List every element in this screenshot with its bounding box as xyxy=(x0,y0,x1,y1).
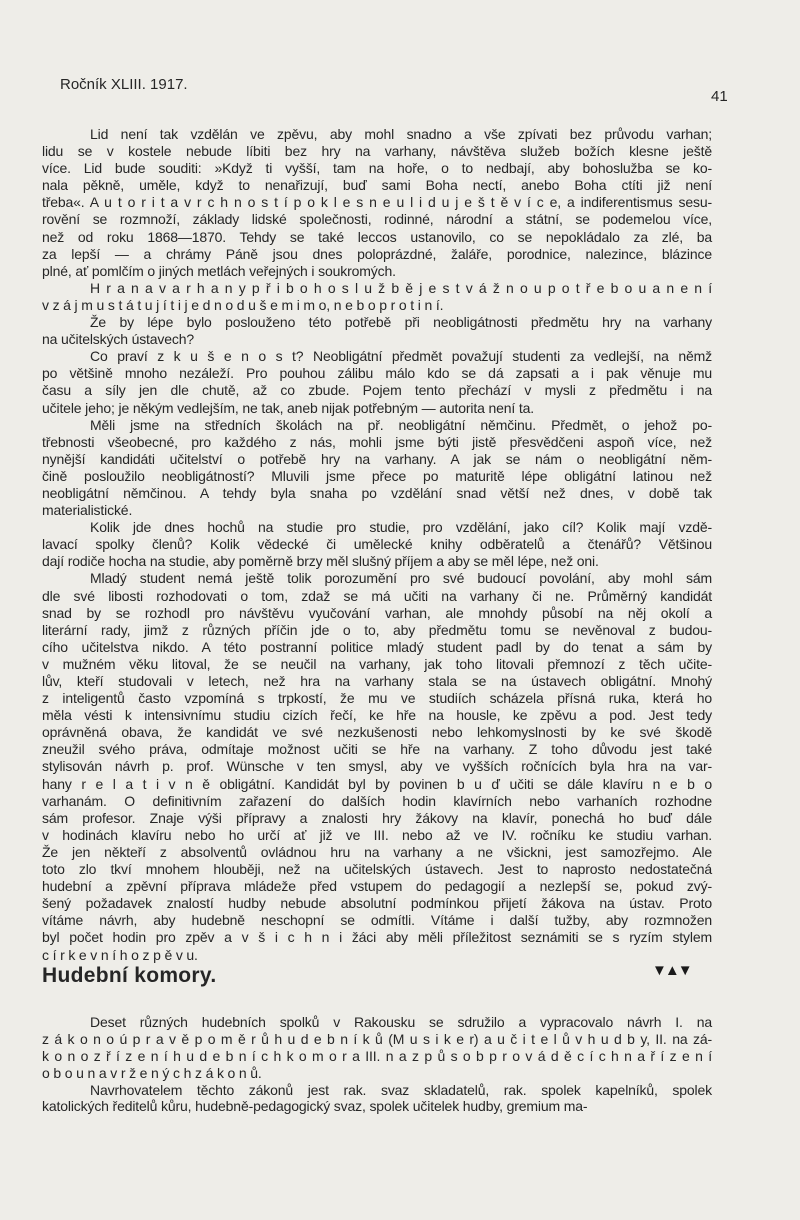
text-line: stylisován návrh p. prof. Wünsche v ten smysl, aby ve vyšších ročnících byla hra na var- xyxy=(42,758,712,775)
text-line: Že jen někteří z absolventů ovládnou hru na varhany a ne všickni, jest samozřejmo. Ale xyxy=(42,843,712,860)
text-line: o b o u n a v r ž e n ý c h z á k o n ů. xyxy=(42,1064,262,1081)
text-line: Navrhovatelem těchto zákonů jest rak. svaz skladatelů, rak. spolek kapelníků, spolek xyxy=(90,1081,712,1098)
text-line: neobligátní němčinou. A tehdy byla snaha po vzdělání snad větší než dnes, v době tak xyxy=(42,484,712,501)
text-line: rovění se rozmnoží, základy lidské společnosti, rodinné, národní a státní, se podemelou více, xyxy=(42,211,712,228)
text-line: času a síly jen dle chutě, až co zbude. Pojem tento přechází v mysli z předmětu i na xyxy=(42,382,712,399)
article-body xyxy=(42,126,712,964)
text-line: Mladý student nemá ještě tolik porozumění pro své budoucí povolání, aby mohl sám xyxy=(90,570,712,587)
text-line: lidu se v kostele nebude líbiti bez hry na varhany, návštěva služeb božích klesne ještě xyxy=(42,143,712,160)
text-line: v hodinách klavíru nebo ho určí ať již ve III. nebo až ve IV. ročníku ke studiu varhan. xyxy=(42,826,712,843)
text-line: H r a n a v a r h a n y p ř i b o h o s l u ž b ě j e s t v á ž n o u p o t ř e b o u a n e n í xyxy=(90,279,712,296)
text-line: měla vésti k intensivnímu studiu cizích řečí, ke hře na housle, ke zpěvu a pod. Jest tedy xyxy=(42,707,712,724)
text-line: Že by lépe bylo poslouženo této potřebě při neobligátnosti předmětu hry na varhany xyxy=(90,314,712,331)
text-line: c í r k e v n í h o z p ě v u. xyxy=(42,946,198,963)
text-line: sám profesor. Znaje výši přípravy a znalosti hry žákovy na klavír, ponechá ho buď dále xyxy=(42,809,712,826)
text-line: literární rady, jimž z různých příčin jde o to, aby předmětu tomu se nevěnoval z budou- xyxy=(42,621,712,638)
text-line: hany r e l a t i v n ě obligátní. Kandidát byl by povinen b u ď učiti se dále klavíru n e b o xyxy=(42,775,712,792)
text-line: vítáme návrh, aby hudebně neschopní se odmítli. Vítáme i další tužby, aby rozmnožen xyxy=(42,912,712,929)
text-line: učitele jeho; je někým vedlejším, ne tak, aneb nijak potřebným — autorita není ta. xyxy=(42,399,534,416)
text-line: více. Lid bude souditi: »Když ti vyšší, tam na hoře, o to nedbají, aby bohoslužba se ko- xyxy=(42,160,712,177)
paragraph xyxy=(42,314,712,348)
paragraph xyxy=(42,126,712,280)
text-line: hudební a zpěvní příprava mládeže před vstupem do pedagogií a nezlepší se, pokud zvý- xyxy=(42,878,712,895)
paragraph xyxy=(42,519,712,570)
text-line: lavací spolky členů? Kolik vědecké či umělecké knihy odběratelů a čtenářů? Většinou xyxy=(42,536,712,553)
text-line: třeba«. A u t o r i t a v r c h n o s t í p o k l e s n e u l i d u j e š t ě v í c e, a indiferentismus sesu- xyxy=(42,194,712,211)
text-line: po většině mnoho nezáleží. Pro pouhou zálibu málo kdo se dá zapsati a i pak věnuje mu xyxy=(42,365,712,382)
text-line: než od roku 1868—1870. Tehdy se také leccos ustanovilo, co se nepokládalo za zlé, ba xyxy=(42,228,712,245)
text-line: nala pěkně, uměle, když to nenařizují, buď sami Boha nectí, anebo Boha ctíti již není xyxy=(42,177,712,194)
text-line: varhanám. O definitivním zařazení do dalších hodin klavírních nebo varhaních rozhodne xyxy=(42,792,712,809)
text-line: byl počet hodin pro zpěv a v š i c h n i žáci aby měli příležitost seznámiti se s ryzím stylem xyxy=(42,929,712,946)
text-line: na učitelských ústavech? xyxy=(42,331,195,348)
text-line: v z á j m u s t á t u j í t i j e d n o d u š e m i m o, n e b o p r o t i n í. xyxy=(42,296,444,313)
text-line: třebnosti všeobecné, pro každého z nás, mohli jsme býti jistě přesvědčeni aspoň více, než xyxy=(42,433,712,450)
text-line: Deset různých hudebních spolků v Rakousku se sdružilo a vypracovalo návrh I. na xyxy=(90,1014,712,1030)
text-line: plné, ať pomlčím o jiných metlách veřejných i soukromých. xyxy=(42,262,396,279)
text-line: dle své libosti rozhodovati o tom, zdaž se má učiti na varhany či ne. Průměrný kandidát xyxy=(42,587,712,604)
text-line: oprávněná obava, že kandidát ve své nezkušenosti nebo lehkomyslnosti by ke své škodě xyxy=(42,724,712,741)
text-line: nynější kandidáti učitelství o potřebě hry na varhany. A jak se nám o neobligátní něm- xyxy=(42,450,712,467)
text-line: Kolik jde dnes hochů na studie pro studie, pro vzdělání, jako cíl? Kolik mají vzdě- xyxy=(90,519,712,536)
paragraph xyxy=(42,1082,712,1116)
paragraph xyxy=(42,570,712,963)
paragraph xyxy=(42,417,712,520)
section-divider-ornament: ▼▲▼ xyxy=(652,962,691,979)
running-head: Ročník XLIII. 1917. xyxy=(60,76,188,93)
text-line: snad by se rozhodl pro návštěvu vyučování varhan, ale mnohdy působí na něj okolí a xyxy=(42,604,712,621)
text-line: zneužil svého práva, odmítaje možnost učiti se hře na varhany. Z toho důvodu jest také xyxy=(42,741,712,758)
text-line: katolických ředitelů kůru, hudebně-pedagogický svaz, spolek učitelek hudby, gremium ma- xyxy=(42,1098,588,1115)
text-line: v mužném věku litoval, že se neučil na varhany, jak toho litovali přemnozí z těch učite- xyxy=(42,655,712,672)
text-line: materialistické. xyxy=(42,502,133,519)
text-line: lův, kteří studovali v letech, než hra na varhany stala se na ústavech obligátní. Mnohý xyxy=(42,673,712,689)
text-line: Co praví z k u š e n o s t? Neobligátní předmět považují studenti za vedlejší, na němž xyxy=(90,348,712,365)
section-title: Hudební komory. xyxy=(42,964,217,987)
text-line: k o n o z ř í z e n í h u d e b n í c h k o m o r a III. n a z p ů s o b p r o v á d ě c í c h n a ř í z e n í xyxy=(42,1047,712,1064)
text-line: Měli jsme na středních školách na př. neobligátní němčinu. Předmět, o jehož po- xyxy=(90,416,712,433)
text-line: šený požadavek znalostí hudby nebude absolutní podmínkou přijetí žákova na ústav. Proto xyxy=(42,895,712,912)
paragraph xyxy=(42,348,712,416)
text-line: cího učitelstva nikdo. A této postranní politice mladý student padl by do tenat a sám by xyxy=(42,638,712,655)
page-number: 41 xyxy=(711,88,728,105)
text-line: dají rodiče hocha na studie, aby poměrně brzy měl slušný příjem a aby se měl lépe, než oni. xyxy=(42,553,599,570)
text-line: za lepší — a chrámy Páně jsou dnes poloprázdné, žaláře, porodnice, nalezince, blázince xyxy=(42,245,712,262)
text-line: čině posloužilo neobligátností? Mluvili jsme přece po maturitě lépe obligátní latinou než xyxy=(42,467,712,484)
text-line: z inteligentů často vzpomíná s trpkostí, že mu ve studiích scházela přísná ruka, která ho xyxy=(42,690,712,707)
text-line: z á k o n o ú p r a v ě p o m ě r ů h u d e b n í k ů (M u s i k e r) a u č i t e l ů v h u d b y, II. na zá- xyxy=(42,1030,712,1047)
paragraph xyxy=(42,280,712,314)
text-line: Lid není tak vzdělán ve zpěvu, aby mohl snadno a vše zpívati bez průvodu varhan; xyxy=(90,126,712,142)
paragraph xyxy=(42,1014,712,1082)
text-line: toto zlo tkví mnohem hlouběji, než na učitelských ústavech. Jest to naprosto nedostatečná xyxy=(42,861,712,878)
section-body xyxy=(42,1014,712,1115)
